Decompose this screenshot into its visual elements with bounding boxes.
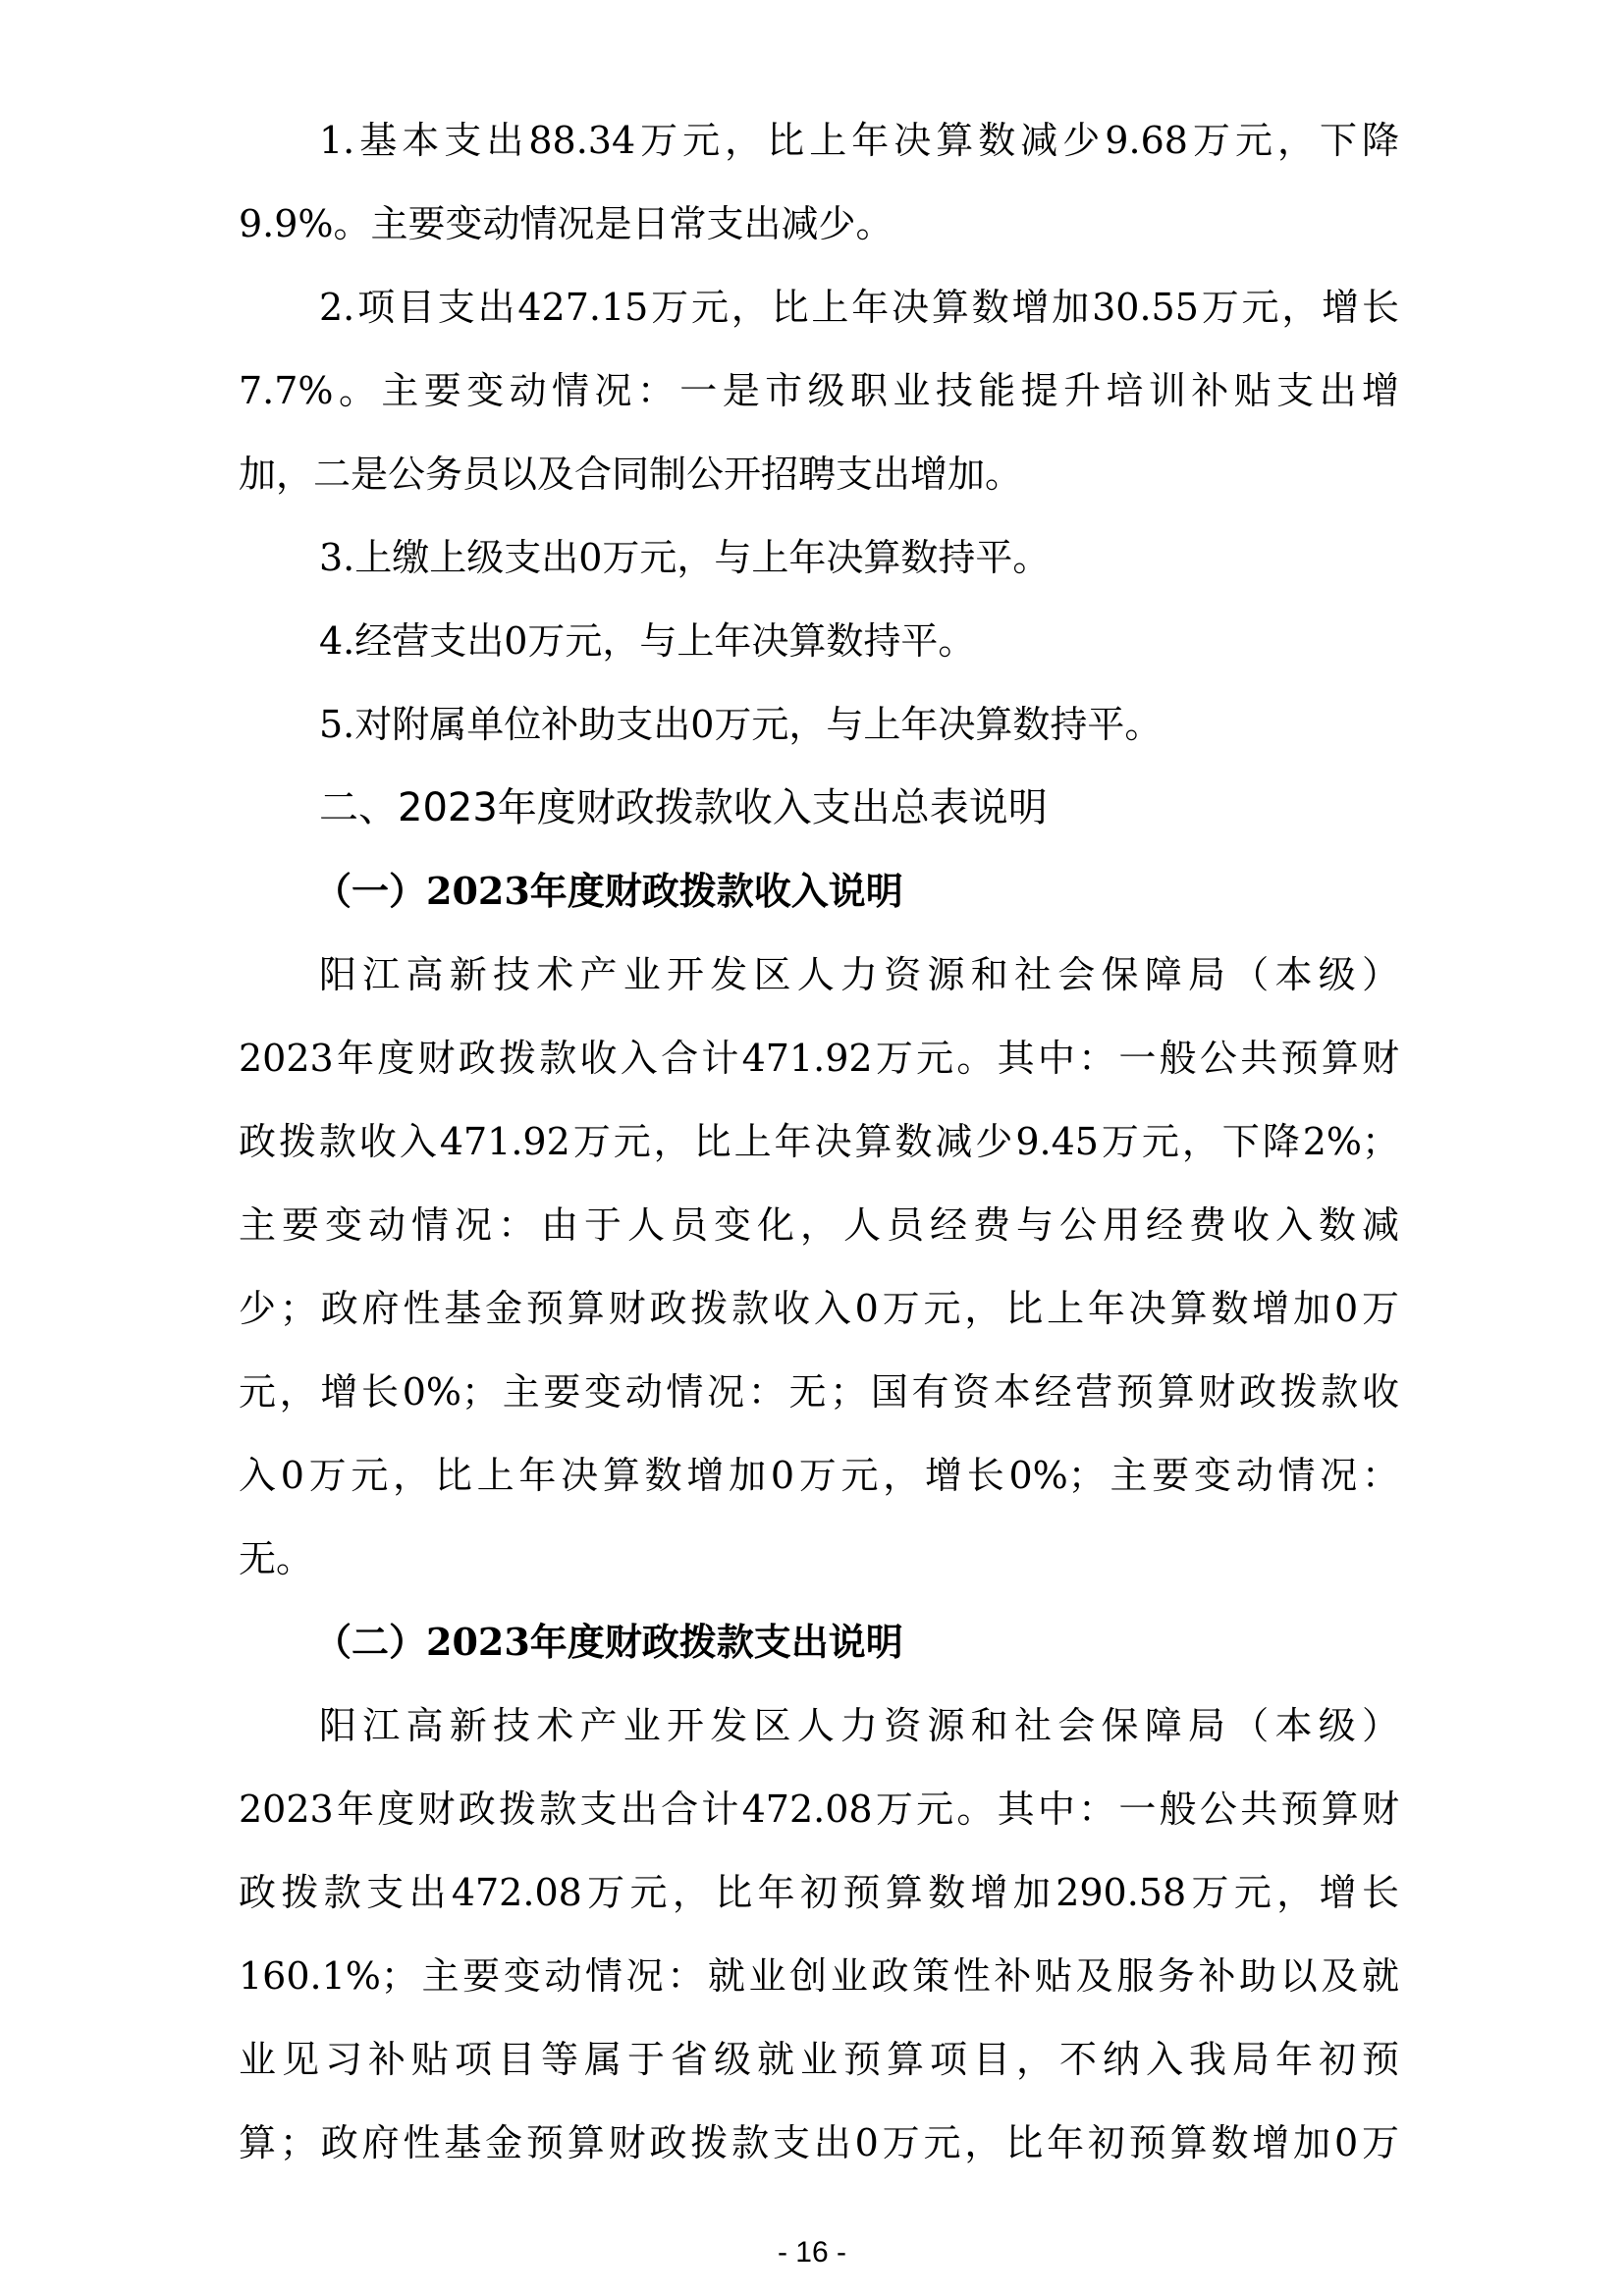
- income-line: 入0万元，比上年决算数增加0万元，增长0%；主要变动情况：: [239, 1454, 1399, 1497]
- item-3: 3.上缴上级支出0万元，与上年决算数持平。: [319, 536, 1051, 579]
- page-number: - 16 -: [777, 2236, 847, 2269]
- item-2-line-1: 2.项目支出427.15万元，比上年决算数增加30.55万元，增长: [319, 286, 1399, 329]
- income-subheading: （一）2023年度财政拨款收入说明: [314, 869, 903, 913]
- item-4: 4.经营支出0万元，与上年决算数持平。: [319, 619, 976, 663]
- income-line: 少；政府性基金预算财政拨款收入0万元，比上年决算数增加0万: [239, 1287, 1399, 1330]
- expenditure-line: 业见习补贴项目等属于省级就业预算项目，不纳入我局年初预: [239, 2038, 1399, 2081]
- expenditure-line: 2023年度财政拨款支出合计472.08万元。其中：一般公共预算财: [239, 1788, 1399, 1831]
- income-line: 2023年度财政拨款收入合计471.92万元。其中：一般公共预算财: [239, 1037, 1399, 1080]
- expenditure-line: 阳江高新技术产业开发区人力资源和社会保障局（本级）: [319, 1704, 1399, 1747]
- expenditure-line: 政拨款支出472.08万元，比年初预算数增加290.58万元，增长: [239, 1871, 1399, 1914]
- item-2-line-3: 加，二是公务员以及合同制公开招聘支出增加。: [239, 453, 1023, 496]
- section-heading: 二、2023年度财政拨款收入支出总表说明: [319, 785, 1048, 830]
- item-2-line-2: 7.7%。主要变动情况：一是市级职业技能提升培训补贴支出增: [239, 369, 1399, 412]
- income-line: 元，增长0%；主要变动情况：无；国有资本经营预算财政拨款收: [239, 1370, 1399, 1414]
- income-line: 阳江高新技术产业开发区人力资源和社会保障局（本级）: [319, 953, 1399, 996]
- item-1-line-1: 1.基本支出88.34万元，比上年决算数减少9.68万元，下降: [319, 119, 1399, 162]
- expenditure-line: 算；政府性基金预算财政拨款支出0万元，比年初预算数增加0万: [239, 2121, 1399, 2164]
- item-5: 5.对附属单位补助支出0万元，与上年决算数持平。: [319, 703, 1163, 746]
- income-line: 无。: [239, 1537, 314, 1580]
- income-line: 主要变动情况：由于人员变化，人员经费与公用经费收入数减: [239, 1203, 1399, 1247]
- expenditure-subheading: （二）2023年度财政拨款支出说明: [314, 1620, 903, 1664]
- income-line: 政拨款收入471.92万元，比上年决算数减少9.45万元，下降2%；: [239, 1120, 1399, 1163]
- expenditure-line: 160.1%；主要变动情况：就业创业政策性补贴及服务补助以及就: [239, 1954, 1399, 1998]
- item-1-line-2: 9.9%。主要变动情况是日常支出减少。: [239, 202, 893, 245]
